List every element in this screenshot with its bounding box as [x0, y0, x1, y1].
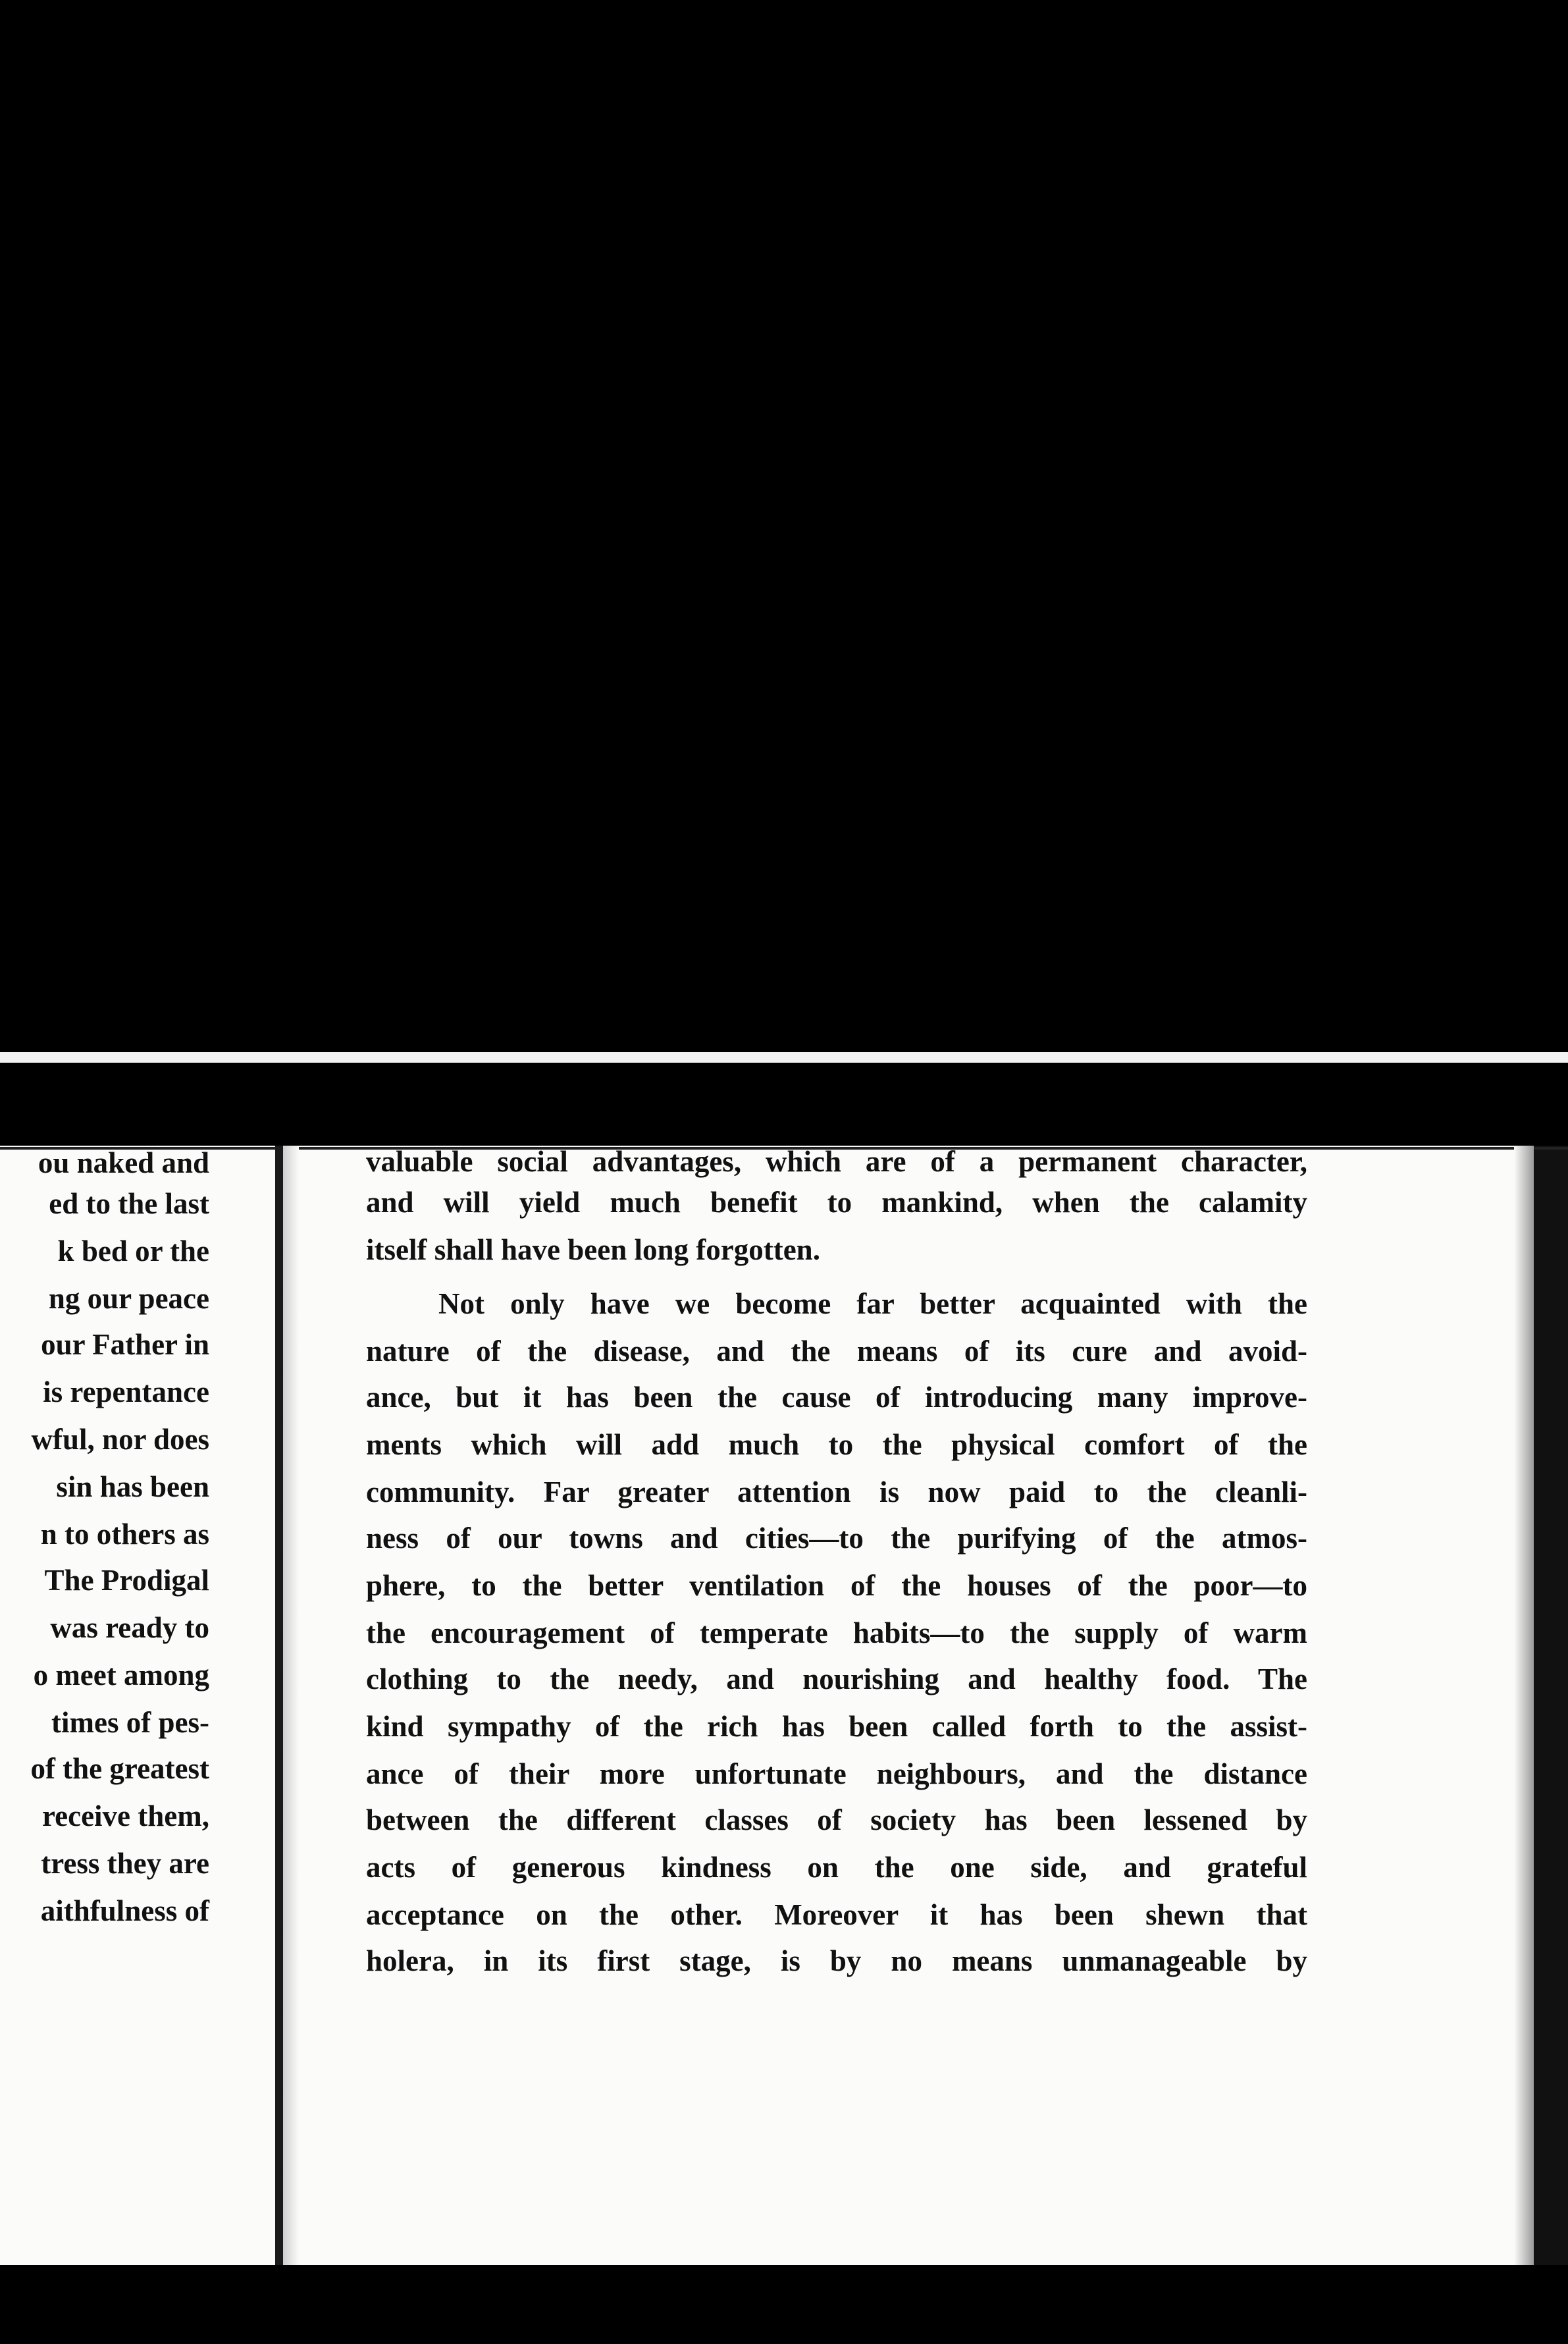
body-line: kind sympathy of the rich has been called forth to the assist- — [366, 1712, 1307, 1743]
body-line: phere, to the better ventilation of the houses of the poor—to — [366, 1571, 1307, 1602]
left-line: tress they are — [41, 1847, 209, 1880]
body-line: acceptance on the other. Moreover it has been shewn that — [366, 1900, 1307, 1931]
body-line: clothing to the needy, and nourishing and healthy food. The — [366, 1665, 1307, 1695]
left-line: n to others as — [40, 1518, 209, 1551]
left-line: o meet among — [33, 1659, 209, 1691]
left-line: The Prodigal — [44, 1564, 209, 1597]
scan-black-bottom — [0, 2265, 1568, 2344]
body-line: nature of the disease, and the means of its cure and avoid- — [366, 1337, 1307, 1368]
body-line: between the different classes of society has been lessened by — [366, 1805, 1307, 1836]
left-line: sin has been — [56, 1470, 209, 1503]
left-line: k bed or the — [57, 1235, 209, 1267]
page-right-shadow — [1514, 1146, 1534, 2265]
left-line: receive them, — [41, 1799, 209, 1832]
scan-white-rule — [0, 1052, 1568, 1063]
scan-black-top — [0, 0, 1568, 1052]
left-line: of the greatest — [30, 1752, 209, 1785]
gutter-shadow — [283, 1146, 299, 2265]
body-line: ness of our towns and cities—to the purifying of the atmos- — [366, 1524, 1307, 1555]
left-page-column — [0, 1147, 275, 2003]
body-line: itself shall have been long forgotten. — [366, 1233, 820, 1266]
body-line: valuable social advantages, which are of a permanent character, — [366, 1147, 1307, 1178]
body-line: ance of their more unfortunate neighbours, and the distance — [366, 1759, 1307, 1790]
left-line: ed to the last — [49, 1187, 209, 1220]
left-line: our Father in — [41, 1328, 209, 1361]
left-line: is repentance — [43, 1375, 209, 1408]
left-line: wful, nor does — [31, 1423, 209, 1456]
body-line: Not only have we become far better acquainted with the — [438, 1289, 1307, 1320]
body-line: ance, but it has been the cause of introducing many improve- — [366, 1383, 1307, 1414]
scan-black-gap — [0, 1063, 1568, 1146]
left-line: aithfulness of — [40, 1894, 209, 1927]
body-line: ments which will add much to the physical comfort of the — [366, 1430, 1307, 1461]
body-line: and will yield much benefit to mankind, when the calamity — [366, 1188, 1307, 1219]
body-line: the encouragement of temperate habits—to the supply of warm — [366, 1618, 1307, 1649]
body-line: holera, in its first stage, is by no means unmanageable by — [366, 1946, 1307, 1977]
left-line: was ready to — [50, 1611, 209, 1644]
page-right-edge — [1534, 1146, 1568, 2265]
body-line: acts of generous kindness on the one side, and grateful — [366, 1853, 1307, 1884]
left-line: times of pes- — [51, 1706, 209, 1739]
left-line: ou naked and — [38, 1147, 209, 1179]
body-line: community. Far greater attention is now paid to the cleanli- — [366, 1478, 1307, 1508]
left-line: ng our peace — [48, 1282, 209, 1315]
page-gutter — [275, 1146, 283, 2265]
